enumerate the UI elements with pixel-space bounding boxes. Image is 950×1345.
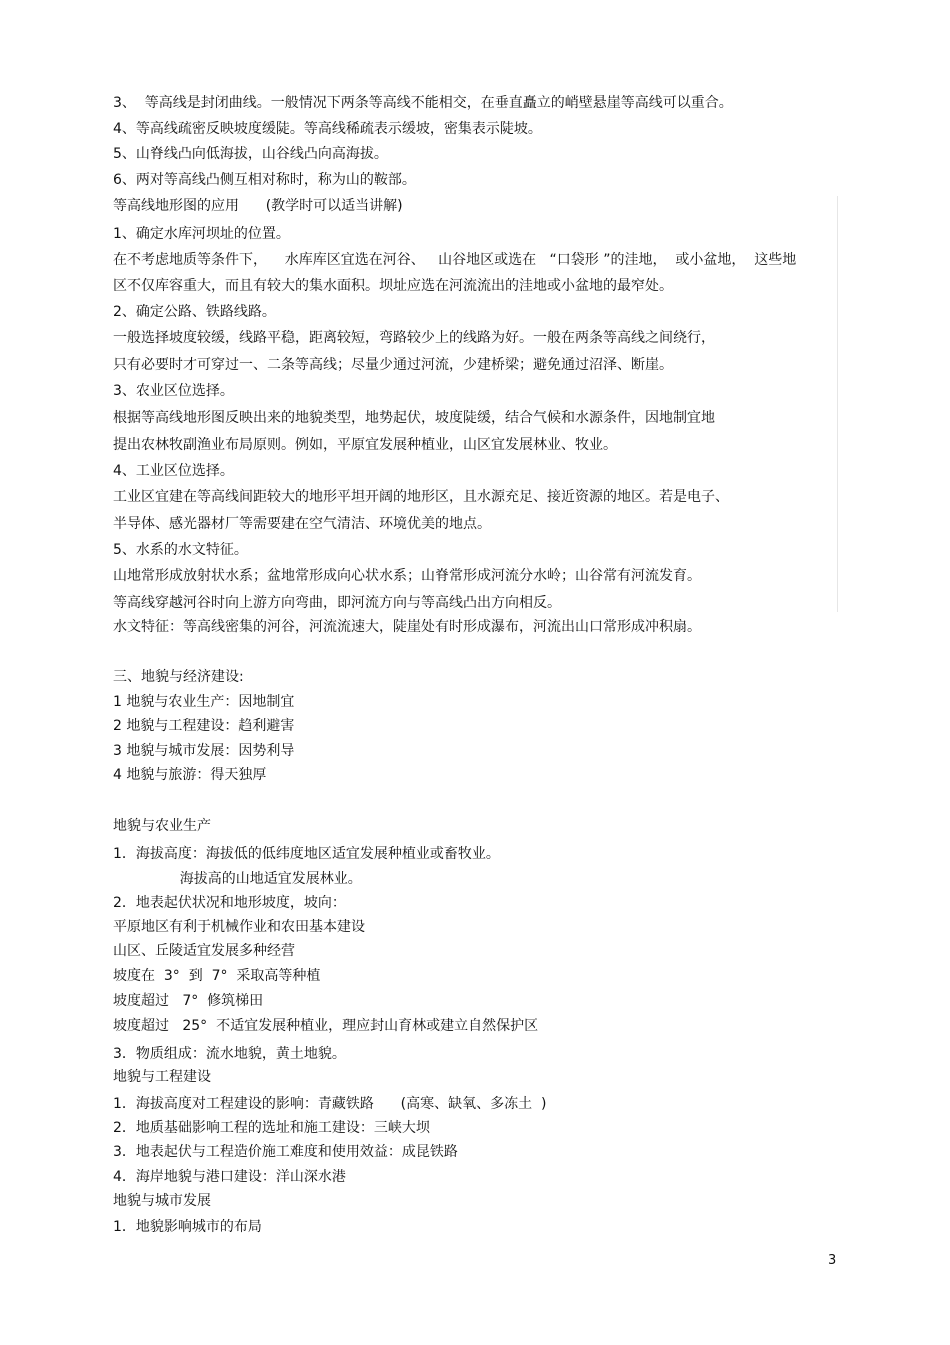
text-line: 3 地貌与城市发展：因势利导	[113, 743, 295, 759]
text-line: 1．海拔高度：海拔低的低纬度地区适宜发展种植业或畜牧业。	[113, 846, 500, 862]
text-line: 提出农林牧副渔业布局原则。例如，平原宜发展种植业，山区宜发展林业、牧业。	[113, 437, 617, 453]
section-heading: 地貌与城市发展	[113, 1193, 211, 1209]
text-line: 等高线穿越河谷时向上游方向弯曲，即河流方向与等高线凸出方向相反。	[113, 595, 561, 611]
text-line: 3、农业区位选择。	[113, 383, 234, 399]
text-line: 3、 等高线是封闭曲线。一般情况下两条等高线不能相交，在垂直矗立的峭壁悬崖等高线可以重合。	[113, 95, 733, 111]
text-line: 5、山脊线凸向低海拔，山谷线凸向高海拔。	[113, 146, 388, 162]
text-line: 工业区宜建在等高线间距较大的地形平坦开阔的地形区，且水源充足、接近资源的地区。若是电子、	[113, 489, 729, 505]
text-line: 根据等高线地形图反映出来的地貌类型，地势起伏，坡度陡缓，结合气候和水源条件，因地制宜地	[113, 410, 715, 426]
text-line: 平原地区有利于机械作业和农田基本建设	[113, 919, 365, 935]
text-line: 3．物质组成：流水地貌，黄土地貌。	[113, 1046, 346, 1062]
text-line: 1．地貌影响城市的布局	[113, 1219, 262, 1235]
text-line: 1．海拔高度对工程建设的影响：青藏铁路 (高寒、缺氧、多冻土 )	[113, 1096, 547, 1112]
text-line: 一般选择坡度较缓，线路平稳，距离较短，弯路较少上的线路为好。一般在两条等高线之间绕行，	[113, 330, 715, 346]
text-line: 4、等高线疏密反映坡度缓陡。等高线稀疏表示缓坡，密集表示陡坡。	[113, 121, 542, 137]
section-heading: 地貌与农业生产	[113, 818, 211, 834]
text-line: 山地常形成放射状水系；盆地常形成向心状水系；山脊常形成河流分水岭；山谷常有河流发育。	[113, 568, 701, 584]
text-line: 5、水系的水文特征。	[113, 542, 248, 558]
text-line: 2．地表起伏状况和地形坡度，坡向：	[113, 895, 346, 911]
text-line: 4．海岸地貌与港口建设：洋山深水港	[113, 1169, 346, 1185]
text-line: 2．地质基础影响工程的选址和施工建设：三峡大坝	[113, 1120, 430, 1136]
text-line: 区不仅库容重大，而且有较大的集水面积。坝址应选在河流流出的洼地或小盆地的最窄处。	[113, 278, 673, 294]
text-line: 水文特征：等高线密集的河谷，河流流速大，陡崖处有时形成瀑布，河流出山口常形成冲积扇。	[113, 619, 701, 635]
text-line: 1 地貌与农业生产：因地制宜	[113, 694, 295, 710]
text-line: 6、两对等高线凸侧互相对称时，称为山的鞍部。	[113, 172, 416, 188]
text-line: 2 地貌与工程建设：趋利避害	[113, 718, 295, 734]
margin-rule	[837, 196, 838, 612]
text-line: 在不考虑地质等条件下， 水库库区宜选在河谷、 山谷地区或选在 “口袋形 ”的洼地， 或小盆地， 这些地	[113, 252, 797, 268]
text-line: 2、确定公路、铁路线路。	[113, 304, 276, 320]
text-line: 半导体、感光器材厂等需要建在空气清洁、环境优美的地点。	[113, 516, 491, 532]
section-heading: 等高线地形图的应用 (教学时可以适当讲解)	[113, 198, 403, 214]
text-line: 坡度在 3° 到 7° 采取高等种植	[113, 968, 321, 984]
text-line: 4、工业区位选择。	[113, 463, 234, 479]
text-line: 4 地貌与旅游：得天独厚	[113, 767, 267, 783]
text-line: 3．地表起伏与工程造价施工难度和使用效益：成昆铁路	[113, 1144, 458, 1160]
text-line: 只有必要时才可穿过一、二条等高线；尽量少通过河流，少建桥梁；避免通过沼泽、断崖。	[113, 357, 673, 373]
section-heading: 三、地貌与经济建设:	[113, 669, 244, 685]
text-line: 坡度超过 7° 修筑梯田	[113, 993, 264, 1009]
text-line: 1、确定水库河坝址的位置。	[113, 226, 290, 242]
text-line: 海拔高的山地适宜发展林业。	[113, 871, 362, 887]
section-heading: 地貌与工程建设	[113, 1069, 211, 1085]
text-line: 坡度超过 25° 不适宜发展种植业，理应封山育林或建立自然保护区	[113, 1018, 539, 1034]
text-line: 山区、丘陵适宜发展多种经营	[113, 943, 295, 959]
page-number: 3	[828, 1253, 837, 1268]
